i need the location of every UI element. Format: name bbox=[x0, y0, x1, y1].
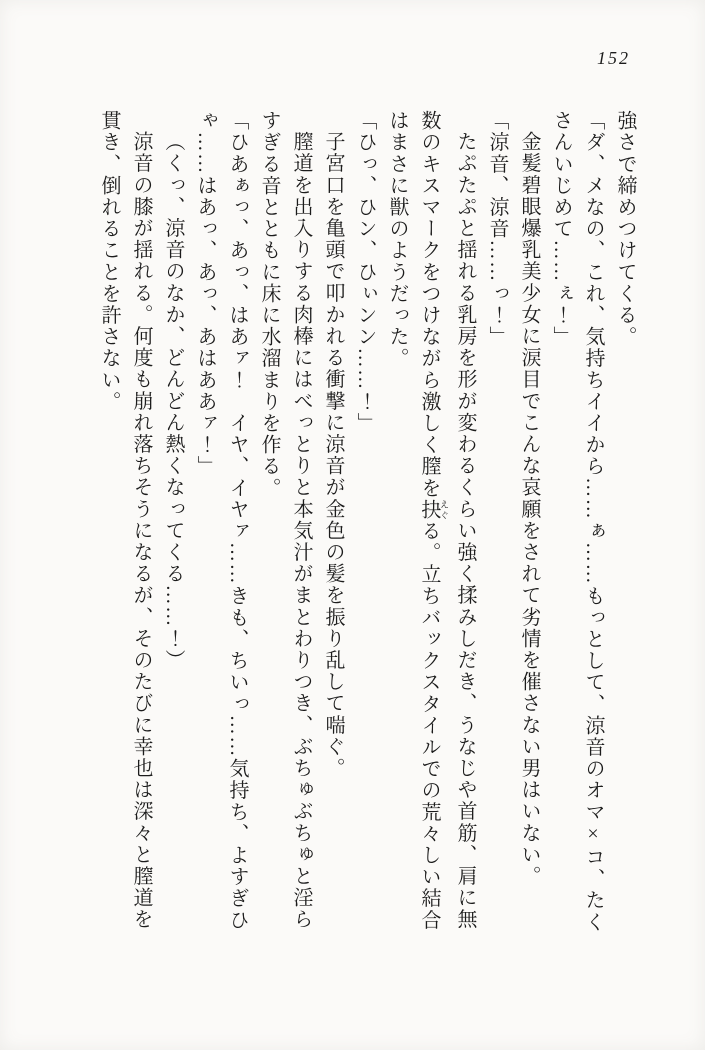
text-column: 「涼音、涼音……っ！」 bbox=[486, 110, 508, 348]
text-column: 金髪碧眼爆乳美少女に涙目でこんな哀願をされて劣情を催さない男はいない。 bbox=[518, 131, 540, 887]
text-column: 「ひあぁっ、あっ、はあァ！ イヤ、イヤァ……きも、ちいっ……気持ち、よすぎひ bbox=[226, 110, 248, 931]
text-column: すぎる音とともに床に水溜まりを作る。 bbox=[258, 110, 280, 499]
text-columns bbox=[93, 110, 641, 936]
text-column: 強さで締めつけてくる。 bbox=[614, 110, 636, 348]
furigana-ruby: 抉 えぐ bbox=[418, 498, 449, 521]
text-column: 「ひっ、ひン、ひぃンン……！」 bbox=[354, 110, 376, 434]
text-column: 膣道を出入りする肉棒にはべっとりと本気汁がまとわりつき、ぶちゅぶちゅと淫ら bbox=[290, 131, 312, 931]
text-column: ゃ……はあっ、あっ、あはああァ！」 bbox=[194, 110, 216, 478]
text-column: 「ダ、メなの、これ、気持ちイイから……ぁ……もっとして、涼音のオマ×コ、たく bbox=[582, 110, 604, 933]
text-column: さんいじめて……ぇ！」 bbox=[550, 110, 572, 348]
page-number: 152 bbox=[597, 48, 630, 68]
text-column: 数のキスマークをつけながら激しく膣を抉 えぐる。立ちバックスタイルでの荒々しい結合 bbox=[418, 110, 449, 931]
text-column: はまさに獣のようだった。 bbox=[386, 110, 408, 370]
text-column: 涼音の膝が揺れる。何度も崩れ落ちそうになるが、そのたびに幸也は深々と膣道を bbox=[130, 131, 152, 931]
text-column: 子宮口を亀頭で叩かれる衝撃に涼音が金色の髪を振り乱して喘ぐ。 bbox=[322, 131, 344, 779]
text-column: 貫き、倒れることを許さない。 bbox=[98, 110, 120, 413]
text-column: （くっ、涼音のなか、どんどん熱くなってくる……！） bbox=[162, 131, 184, 671]
text-column: たぷたぷと揺れる乳房を形が変わるくらい強く揉みしだき、うなじや首筋、肩に無 bbox=[454, 131, 476, 931]
